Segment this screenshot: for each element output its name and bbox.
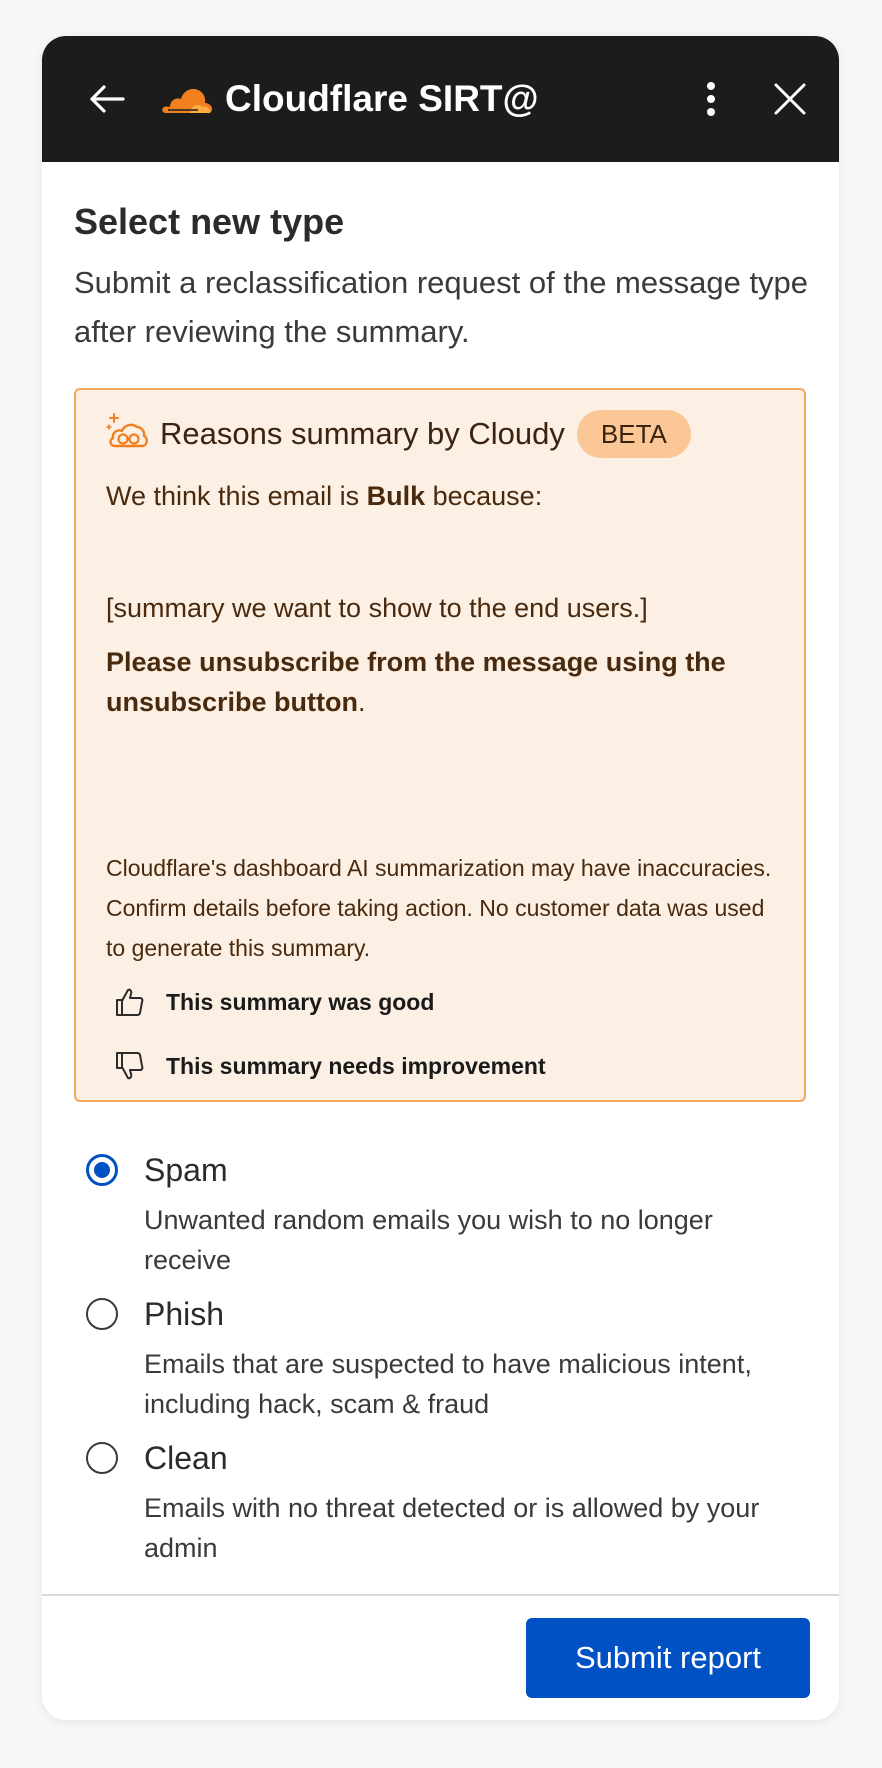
- summary-intro-suffix: because:: [425, 481, 543, 511]
- ai-disclaimer: Cloudflare's dashboard AI summarization may have inaccuracies. Confirm details before taking action. No customer data was used to generate this summary.: [106, 855, 772, 961]
- thumbs-down-icon: [114, 1050, 146, 1082]
- more-vertical-icon: [706, 81, 716, 117]
- feedback-good-label: This summary was good: [166, 988, 435, 1015]
- beta-badge: BETA: [577, 410, 691, 458]
- summary-placeholder: [summary we want to show to the end users.]: [106, 593, 648, 623]
- radio-label-spam: Spam: [144, 1152, 228, 1188]
- radio-button-phish[interactable]: [86, 1298, 118, 1330]
- cloudflare-logo: [160, 81, 214, 117]
- radio-description-spam: Unwanted random emails you wish to no longer receive: [144, 1205, 713, 1275]
- summary-action-suffix: .: [358, 687, 366, 717]
- close-button[interactable]: [760, 69, 820, 129]
- main-content: [74, 196, 809, 356]
- back-button[interactable]: [77, 69, 137, 129]
- submit-report-button[interactable]: Submit report: [526, 1618, 810, 1698]
- feedback-bad-button[interactable]: [114, 1050, 546, 1082]
- radio-button-spam[interactable]: [86, 1154, 118, 1186]
- radio-description-clean: Emails with no threat detected or is allowed by your admin: [144, 1493, 760, 1563]
- radio-description-phish: Emails that are suspected to have malicious intent, including hack, scam & fraud: [144, 1349, 752, 1419]
- more-options-button[interactable]: [681, 69, 741, 129]
- close-icon: [773, 82, 807, 116]
- ai-summary-box: [74, 388, 806, 1102]
- report-panel: [42, 36, 839, 1720]
- arrow-left-icon: [89, 84, 125, 114]
- summary-action-bold: Please unsubscribe from the message using the unsubscribe button: [106, 647, 726, 717]
- feedback-bad-label: This summary needs improvement: [166, 1052, 546, 1079]
- panel-header: [42, 36, 839, 162]
- page-title: Select new type: [74, 201, 345, 242]
- summary-intro: [106, 476, 786, 516]
- summary-heading-label: Reasons summary by Cloudy: [160, 416, 565, 451]
- radio-button-clean[interactable]: [86, 1442, 118, 1474]
- radio-label-clean: Clean: [144, 1440, 228, 1476]
- page-description: Submit a reclassification request of the message type after reviewing the summary.: [74, 265, 809, 349]
- thumbs-up-icon: [114, 986, 146, 1018]
- summary-heading: [106, 408, 691, 460]
- radio-label-phish: Phish: [144, 1296, 225, 1332]
- summary-intro-prefix: We think this email is: [106, 481, 367, 511]
- summary-action: [106, 642, 786, 722]
- app-title: Cloudflare SIRT@: [225, 78, 539, 119]
- cloudy-ai-icon: [106, 412, 150, 456]
- feedback-good-button[interactable]: [114, 986, 434, 1018]
- summary-intro-type: Bulk: [366, 481, 426, 511]
- footer-divider: [42, 1594, 839, 1596]
